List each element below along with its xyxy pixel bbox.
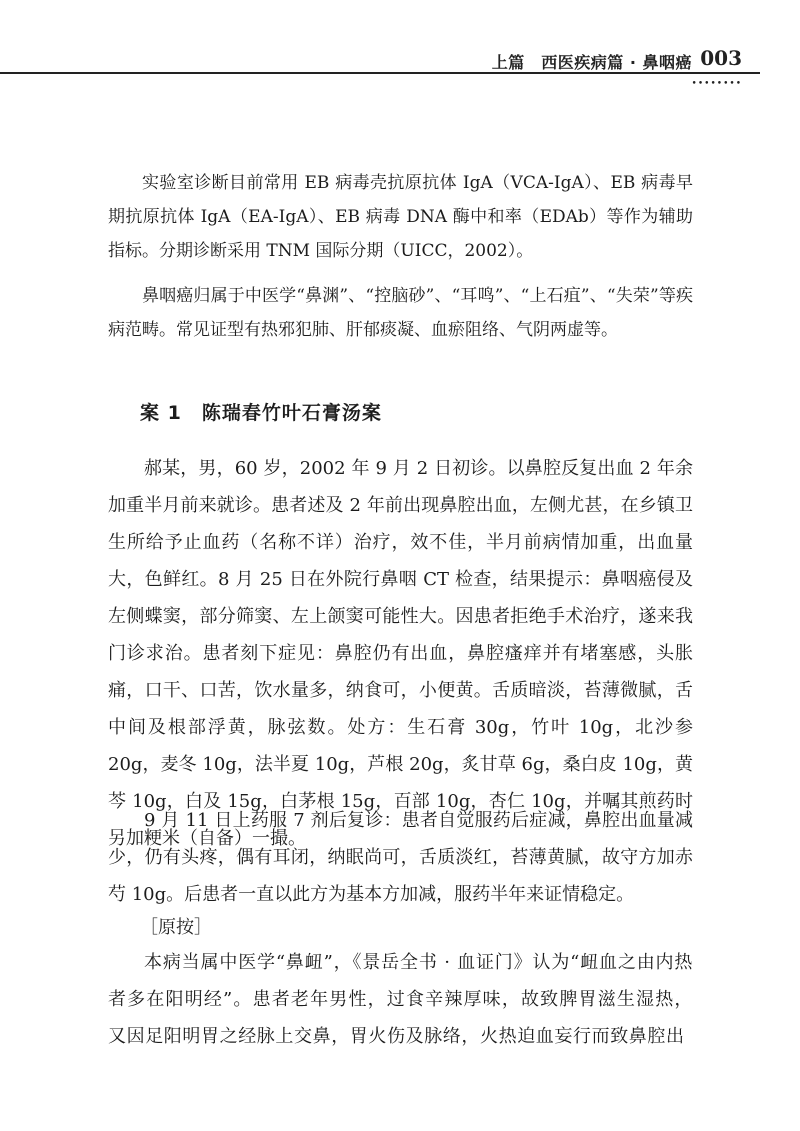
header-rule	[0, 72, 760, 74]
intro-paragraph-lab-diagnosis: 实验室诊断目前常用 EB 病毒壳抗原抗体 IgA（VCA-IgA）、EB 病毒早期抗原抗体 IgA（EA-IgA）、EB 病毒 DNA 酶中和率（EDAb）等作为辅助指标。分期诊断采用 TNM 国际分期（UICC，2002）。	[108, 173, 693, 261]
case-paragraph-first-visit: 郝某，男，60 岁，2002 年 9 月 2 日初诊。以鼻腔反复出血 2 年余加重半月前来就诊。患者述及 2 年前出现鼻腔出血，左侧尤甚，在乡镇卫生所给予止血药（名称不详）治疗，效不佳，半月前病情加重，出血量大，色鲜红。8 月 25 日在外院行鼻咽 CT 检查，结果提示：鼻咽癌侵及左侧蝶窦，部分筛窦、左上颌窦可能性大。因患者拒绝手术治疗，遂来我门诊求治。患者刻下症见：鼻腔仍有出血，鼻腔瘙痒并有堵塞感，头胀痛，口干、口苦，饮水量多，纳食可，小便黄。舌质暗淡，苔薄微腻，舌中间及根部浮黄，脉弦数。处方：生石膏 30g，竹叶 10g，北沙参 20g，麦冬 10g，法半夏 10g，芦根 20g，炙甘草 6g，桑白皮 10g，黄芩 10g，白及 15g，白茅根 15g，百部 10g，杏仁 10g，并嘱其煎药时另加粳米（自备）一撮。	[108, 458, 693, 849]
case-heading: 案 1 陈瑞春竹叶石膏汤案	[140, 402, 382, 424]
case-paragraph-follow-up: 9 月 11 日上药服 7 剂后复诊：患者自觉服药后症减，鼻腔出血量减少，仍有头疼，偶有耳闭，纳眠尚可，舌质淡红，苔薄黄腻，故守方加赤芍 10g。后患者一直以此方为基本方加减，服药半年来证情稳定。	[108, 810, 693, 905]
page-number: 003	[700, 46, 742, 70]
original-note-label: ［原按］	[140, 917, 212, 938]
intro-paragraph-tcm-classification: 鼻咽癌归属于中医学“鼻渊”、“控脑砂”、“耳鸣”、“上石疽”、“失荣”等疾病范畴。常见证型有热邪犯肺、肝郁痰凝、血瘀阻络、气阴两虚等。	[108, 286, 693, 340]
page-number-dots: ••••••••	[691, 79, 742, 89]
running-header	[0, 44, 800, 89]
original-note-text: 本病当属中医学“鼻衄”，《景岳全书 · 血证门》认为“衄血之由内热者多在阳明经”。患者老年男性，过食辛辣厚味，故致脾胃滋生湿热，又因足阳明胃之经脉上交鼻，胃火伤及脉络，火热迫血妄行而致鼻腔出	[108, 952, 693, 1047]
running-header-title: 上篇 西医疾病篇 · 鼻咽癌	[491, 53, 692, 72]
